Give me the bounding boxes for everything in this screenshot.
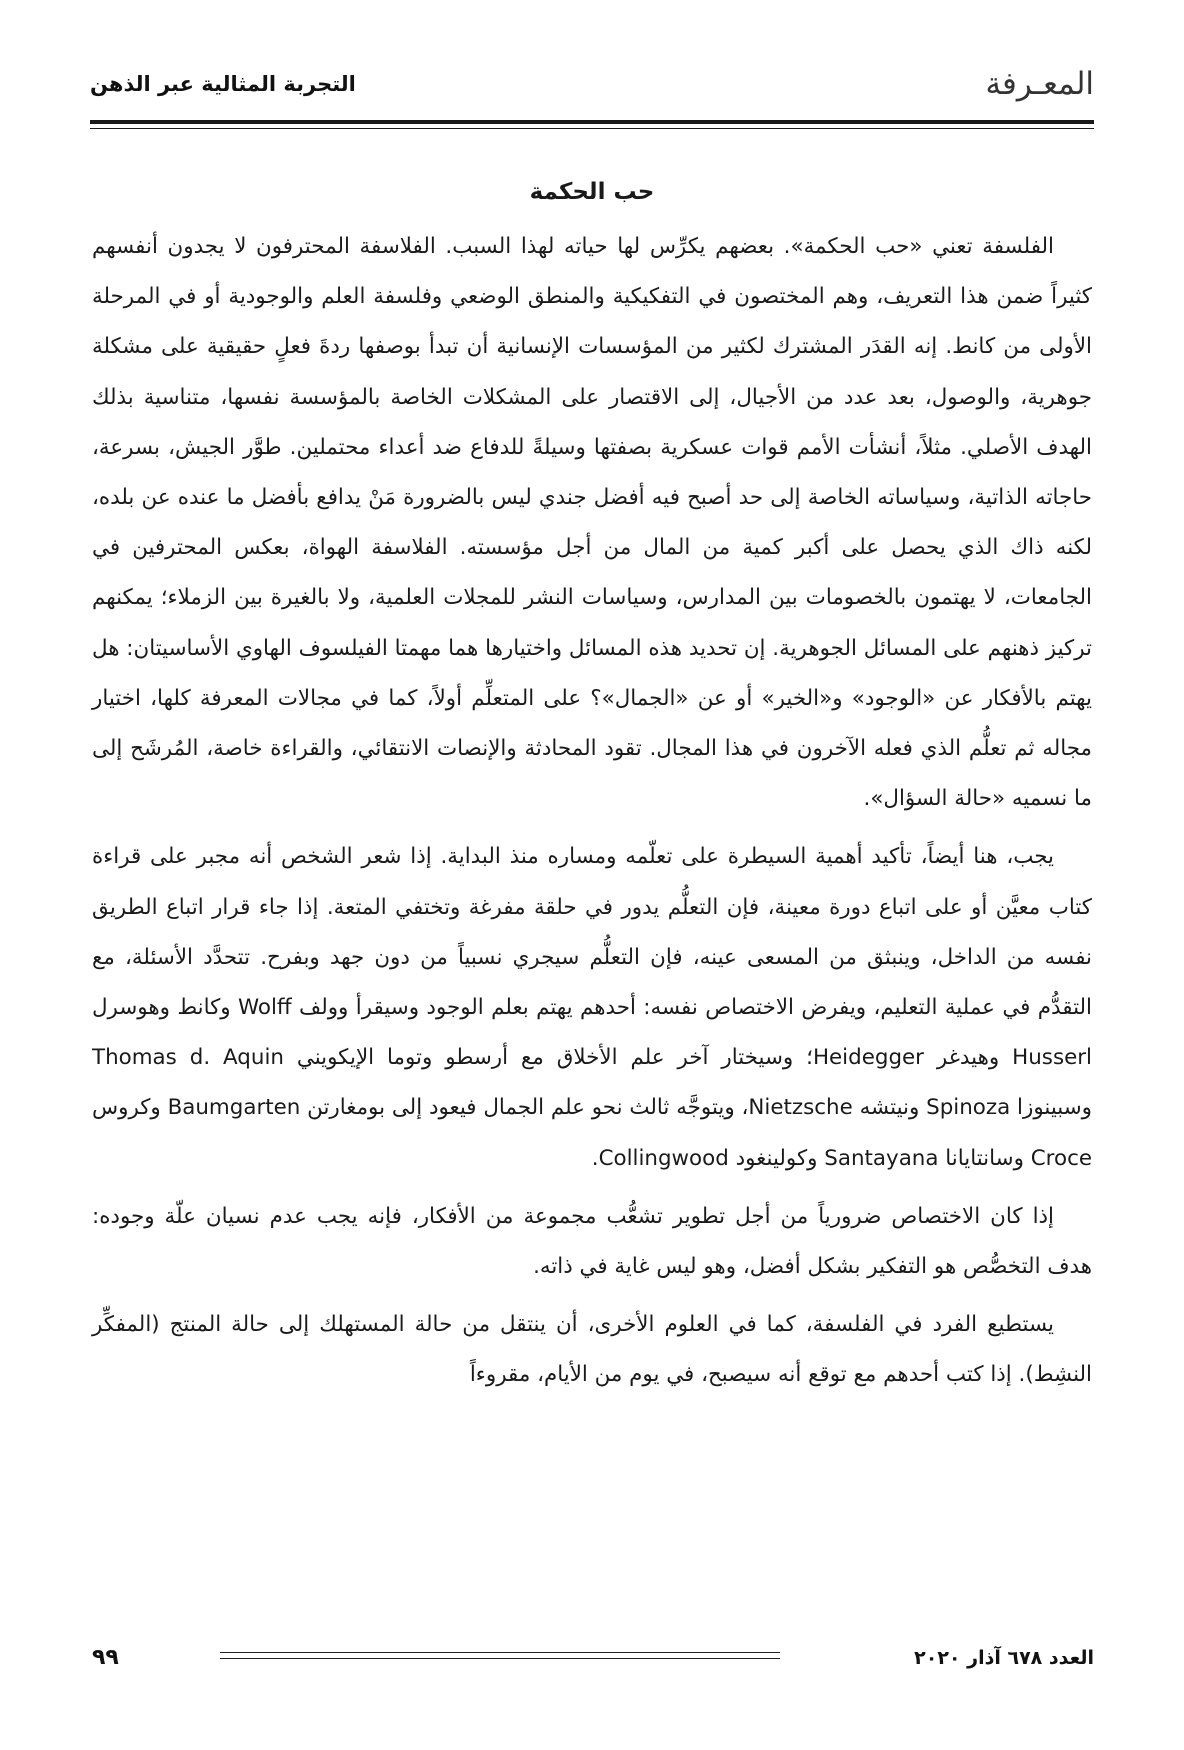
- page-number: ٩٩: [92, 1645, 119, 1670]
- paragraph: يستطيع الفرد في الفلسفة، كما في العلوم الأخرى، أن ينتقل من حالة المستهلك إلى حالة المنتج (المفكِّر النشِط). إذا كتب أحدهم مع توقع أنه سيصبح، في يوم من الأيام، مقروءاً: [92, 1312, 1092, 1388]
- footer-rule-top: [220, 1652, 780, 1653]
- footer-rule-bottom: [220, 1658, 780, 1659]
- issue-label: العدد ٦٧٨ آذار ٢٠٢٠: [914, 1647, 1094, 1669]
- paragraph: يجب، هنا أيضاً، تأكيد أهمية السيطرة على تعلّمه ومساره منذ البداية. إذا شعر الشخص أنه مجبر على قراءة كتاب معيَّن أو على اتباع دورة معينة، فإن التعلُّم يدور في حلقة مفرغة وتختفي المتعة. إذا جاء قرار اتباع الطريق نفسه من الداخل، وينبثق من المسعى عينه، فإن التعلُّم سيجري نسبياً من دون جهد وبفرح. تتحدَّد الأسئلة، مع التقدُّم في عملية التعليم، ويفرض الاختصاص نفسه: أحدهم يهتم بعلم الوجود وسيقرأ وولف Wolff وكانط وهوسرل Husserl وهيدغر Heidegger؛ وسيختار آخر علم الأخلاق مع أرسطو وتوما الإيكويني Thomas d. Aquin وسبينوزا Spinoza ونيتشه Nietzsche، ويتوجَّه ثالث نحو علم الجمال فيعود إلى بومغارتن Baumgarten وكروس Croce وسانتايانا Santayana وكولينغود Collingwood.: [92, 844, 1092, 1171]
- journal-logo: المعـرفة: [985, 66, 1094, 102]
- article-body: [92, 172, 1092, 1401]
- header-rule-thin: [90, 128, 1094, 129]
- header-rule-thick: [90, 120, 1094, 124]
- running-title: التجربة المثالية عبر الذهن: [90, 72, 356, 96]
- section-title: حب الحكمة: [529, 179, 655, 205]
- paragraph: إذا كان الاختصاص ضرورياً من أجل تطوير تشعُّب مجموعة من الأفكار، فإنه يجب عدم نسيان علّة وجوده: هدف التخصُّص هو التفكير بشكل أفضل، وهو ليس غاية في ذاته.: [92, 1203, 1092, 1280]
- running-header: [90, 64, 1094, 120]
- paragraph: الفلسفة تعني «حب الحكمة». بعضهم يكرِّس لها حياته لهذا السبب. الفلاسفة المحترفون لا يجدون أنفسهم كثيراً ضمن هذا التعريف، وهم المختصون في التفكيكية والمنطق الوضعي وفلسفة العلم والوجودية أو في المرحلة الأولى من كانط. إنه القدَر المشترك لكثير من المؤسسات الإنسانية أن تبدأ بوصفها ردةَ فعلٍ حقيقية على مشكلة جوهرية، والوصول، بعد عدد من الأجيال، إلى الاقتصار على المشكلات الخاصة بالمؤسسة نفسها، متناسية بذلك الهدف الأصلي. مثلاً، أنشأت الأمم قوات عسكرية بصفتها وسيلةً للدفاع ضد أعداء محتملين. طوَّر الجيش، بسرعة، حاجاته الذاتية، وسياساته الخاصة إلى حد أصبح فيه أفضل جندي ليس بالضرورة مَنْ يدافع بأفضل ما عنده عن بلده، لكنه ذاك الذي يحصل على أكبر كمية من المال من أجل مؤسسته. الفلاسفة الهواة، بعكس المحترفين في الجامعات، لا يهتمون بالخصومات بين المدارس، وسياسات النشر للمجلات العلمية، ولا بالغيرة بين الزملاء؛ يمكنهم تركيز ذهنهم على المسائل الجوهرية. إن تحديد هذه المسائل واختيارها هما مهمتا الفيلسوف الهاوي الأساسيتان: هل يهتم بالأفكار عن «الوجود» و«الخير» أو عن «الجمال»؟ على المتعلِّم أولاً، كما في مجالات المعرفة كلها، اختيار مجاله ثم تعلُّم الذي فعله الآخرون في هذا المجال. تقود المحادثة والإنصات الانتقائي، والقراءة خاصة، المُرشَح إلى ما نسميه «حالة السؤال».: [92, 234, 1092, 812]
